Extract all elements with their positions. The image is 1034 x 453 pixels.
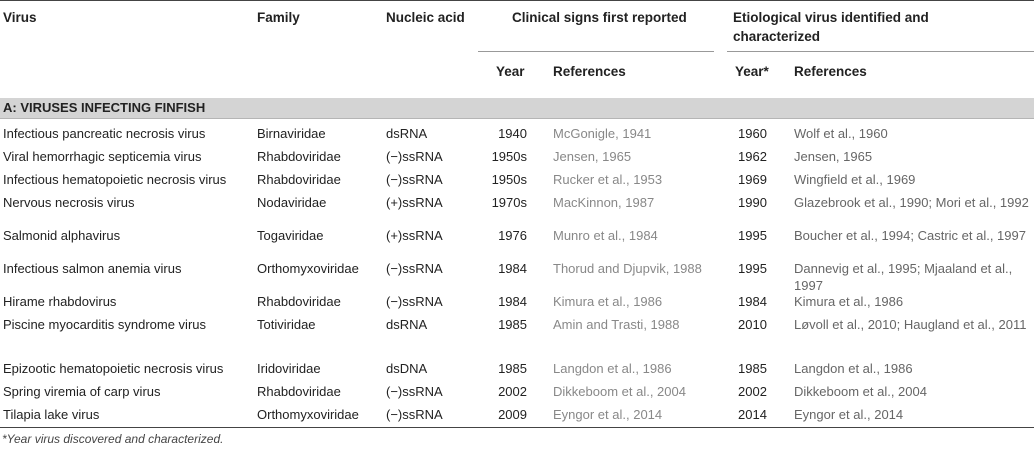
nucleic-acid: (+)ssRNA xyxy=(386,228,443,243)
table-row xyxy=(0,125,1034,148)
reference-reported: Amin and Trasti, 1988 xyxy=(553,317,680,332)
reference-reported: MacKinnon, 1987 xyxy=(553,195,655,210)
bottom-rule xyxy=(0,427,1034,428)
table-row xyxy=(0,171,1034,194)
nucleic-acid: (−)ssRNA xyxy=(386,149,443,164)
virus-name: Tilapia lake virus xyxy=(3,407,100,422)
header-year: Year xyxy=(496,64,525,79)
header-clinical-signs: Clinical signs first reported xyxy=(512,10,687,25)
table-row xyxy=(0,148,1034,171)
year-identified: 1990 xyxy=(738,195,767,210)
reference-reported: Munro et al., 1984 xyxy=(553,228,658,243)
nucleic-acid: (−)ssRNA xyxy=(386,172,443,187)
reference-identified: Glazebrook et al., 1990; Mori et al., 1992 xyxy=(794,195,1029,210)
virus-name: Infectious salmon anemia virus xyxy=(3,261,182,276)
virus-name: Infectious pancreatic necrosis virus xyxy=(3,126,206,141)
year-reported: 1985 xyxy=(498,317,527,332)
virus-name: Piscine myocarditis syndrome virus xyxy=(3,317,207,332)
family: Birnaviridae xyxy=(257,126,326,141)
year-reported: 2009 xyxy=(498,407,527,422)
year-reported: 1985 xyxy=(498,361,527,376)
reference-reported: Kimura et al., 1986 xyxy=(553,294,663,309)
reference-reported: Langdon et al., 1986 xyxy=(553,361,672,376)
year-reported: 2002 xyxy=(498,384,527,399)
nucleic-acid: (−)ssRNA xyxy=(386,261,443,276)
year-identified: 2010 xyxy=(738,317,767,332)
year-reported: 1950s xyxy=(491,172,527,187)
year-reported: 1984 xyxy=(498,261,527,276)
table-row xyxy=(0,293,1034,316)
nucleic-acid: dsRNA xyxy=(386,126,428,141)
nucleic-acid: dsRNA xyxy=(386,317,428,332)
reference-reported: Thorud and Djupvik, 1988 xyxy=(553,261,702,276)
header-references: References xyxy=(553,64,626,79)
reference-identified: Løvoll et al., 2010; Haugland et al., 2011 xyxy=(794,317,1027,332)
reference-identified: Eyngor et al., 2014 xyxy=(794,407,904,422)
family: Togaviridae xyxy=(257,228,324,243)
year-reported: 1976 xyxy=(498,228,527,243)
header-nucleic-acid: Nucleic acid xyxy=(386,10,465,25)
virus-name: Spring viremia of carp virus xyxy=(3,384,161,399)
year-identified: 2002 xyxy=(738,384,767,399)
reference-reported: McGonigle, 1941 xyxy=(553,126,652,141)
virus-name: Viral hemorrhagic septicemia virus xyxy=(3,149,202,164)
family: Rhabdoviridae xyxy=(257,149,341,164)
year-identified: 1960 xyxy=(738,126,767,141)
year-identified: 1962 xyxy=(738,149,767,164)
year-reported: 1940 xyxy=(498,126,527,141)
table-row xyxy=(0,194,1034,217)
family: Orthomyxoviridae xyxy=(257,261,359,276)
year-reported: 1984 xyxy=(498,294,527,309)
table-row xyxy=(0,316,1034,339)
family: Rhabdoviridae xyxy=(257,384,341,399)
nucleic-acid: (−)ssRNA xyxy=(386,294,443,309)
reference-identified: Dannevig et al., 1995; Mjaaland et al., 1997 xyxy=(794,261,1013,293)
table-row xyxy=(0,383,1034,406)
reference-identified: Dikkeboom et al., 2004 xyxy=(794,384,927,399)
section-header xyxy=(0,98,1034,119)
family: Iridoviridae xyxy=(257,361,321,376)
year-identified: 1984 xyxy=(738,294,767,309)
etiological-subrule xyxy=(727,51,1034,52)
year-reported: 1970s xyxy=(491,195,527,210)
table-row xyxy=(0,227,1034,250)
reference-identified: Kimura et al., 1986 xyxy=(794,294,904,309)
reference-reported: Dikkeboom et al., 2004 xyxy=(553,384,686,399)
nucleic-acid: (−)ssRNA xyxy=(386,384,443,399)
family: Orthomyxoviridae xyxy=(257,407,359,422)
reference-identified: Wingfield et al., 1969 xyxy=(794,172,916,187)
header-references-2: References xyxy=(794,64,867,79)
table-row xyxy=(0,360,1034,383)
header-etiological: Etiological virus identified and characterized xyxy=(733,10,929,44)
nucleic-acid: (+)ssRNA xyxy=(386,195,443,210)
reference-reported: Rucker et al., 1953 xyxy=(553,172,663,187)
virus-name: Hirame rhabdovirus xyxy=(3,294,117,309)
table-row xyxy=(0,260,1034,293)
reference-identified: Jensen, 1965 xyxy=(794,149,873,164)
nucleic-acid: dsDNA xyxy=(386,361,428,376)
year-identified: 1995 xyxy=(738,228,767,243)
virus-name: Epizootic hematopoietic necrosis virus xyxy=(3,361,224,376)
year-identified: 1969 xyxy=(738,172,767,187)
year-identified: 2014 xyxy=(738,407,767,422)
year-identified: 1985 xyxy=(738,361,767,376)
family: Totiviridae xyxy=(257,317,316,332)
footnote: *Year virus discovered and characterized. xyxy=(2,432,224,446)
virus-name: Salmonid alphavirus xyxy=(3,228,121,243)
clinical-subrule xyxy=(478,51,714,52)
section-title: A: VIRUSES INFECTING FINFISH xyxy=(3,100,206,115)
reference-reported: Eyngor et al., 2014 xyxy=(553,407,663,422)
reference-reported: Jensen, 1965 xyxy=(553,149,632,164)
family: Nodaviridae xyxy=(257,195,327,210)
nucleic-acid: (−)ssRNA xyxy=(386,407,443,422)
year-reported: 1950s xyxy=(491,149,527,164)
reference-identified: Langdon et al., 1986 xyxy=(794,361,913,376)
header-year-star: Year* xyxy=(735,64,769,79)
family: Rhabdoviridae xyxy=(257,172,341,187)
family: Rhabdoviridae xyxy=(257,294,341,309)
top-rule xyxy=(0,0,1034,1)
table-row xyxy=(0,406,1034,429)
header-family: Family xyxy=(257,10,300,25)
year-identified: 1995 xyxy=(738,261,767,276)
virus-name: Nervous necrosis virus xyxy=(3,195,135,210)
reference-identified: Boucher et al., 1994; Castric et al., 1997 xyxy=(794,228,1026,243)
reference-identified: Wolf et al., 1960 xyxy=(794,126,888,141)
virus-name: Infectious hematopoietic necrosis virus xyxy=(3,172,227,187)
header-virus: Virus xyxy=(3,10,37,25)
